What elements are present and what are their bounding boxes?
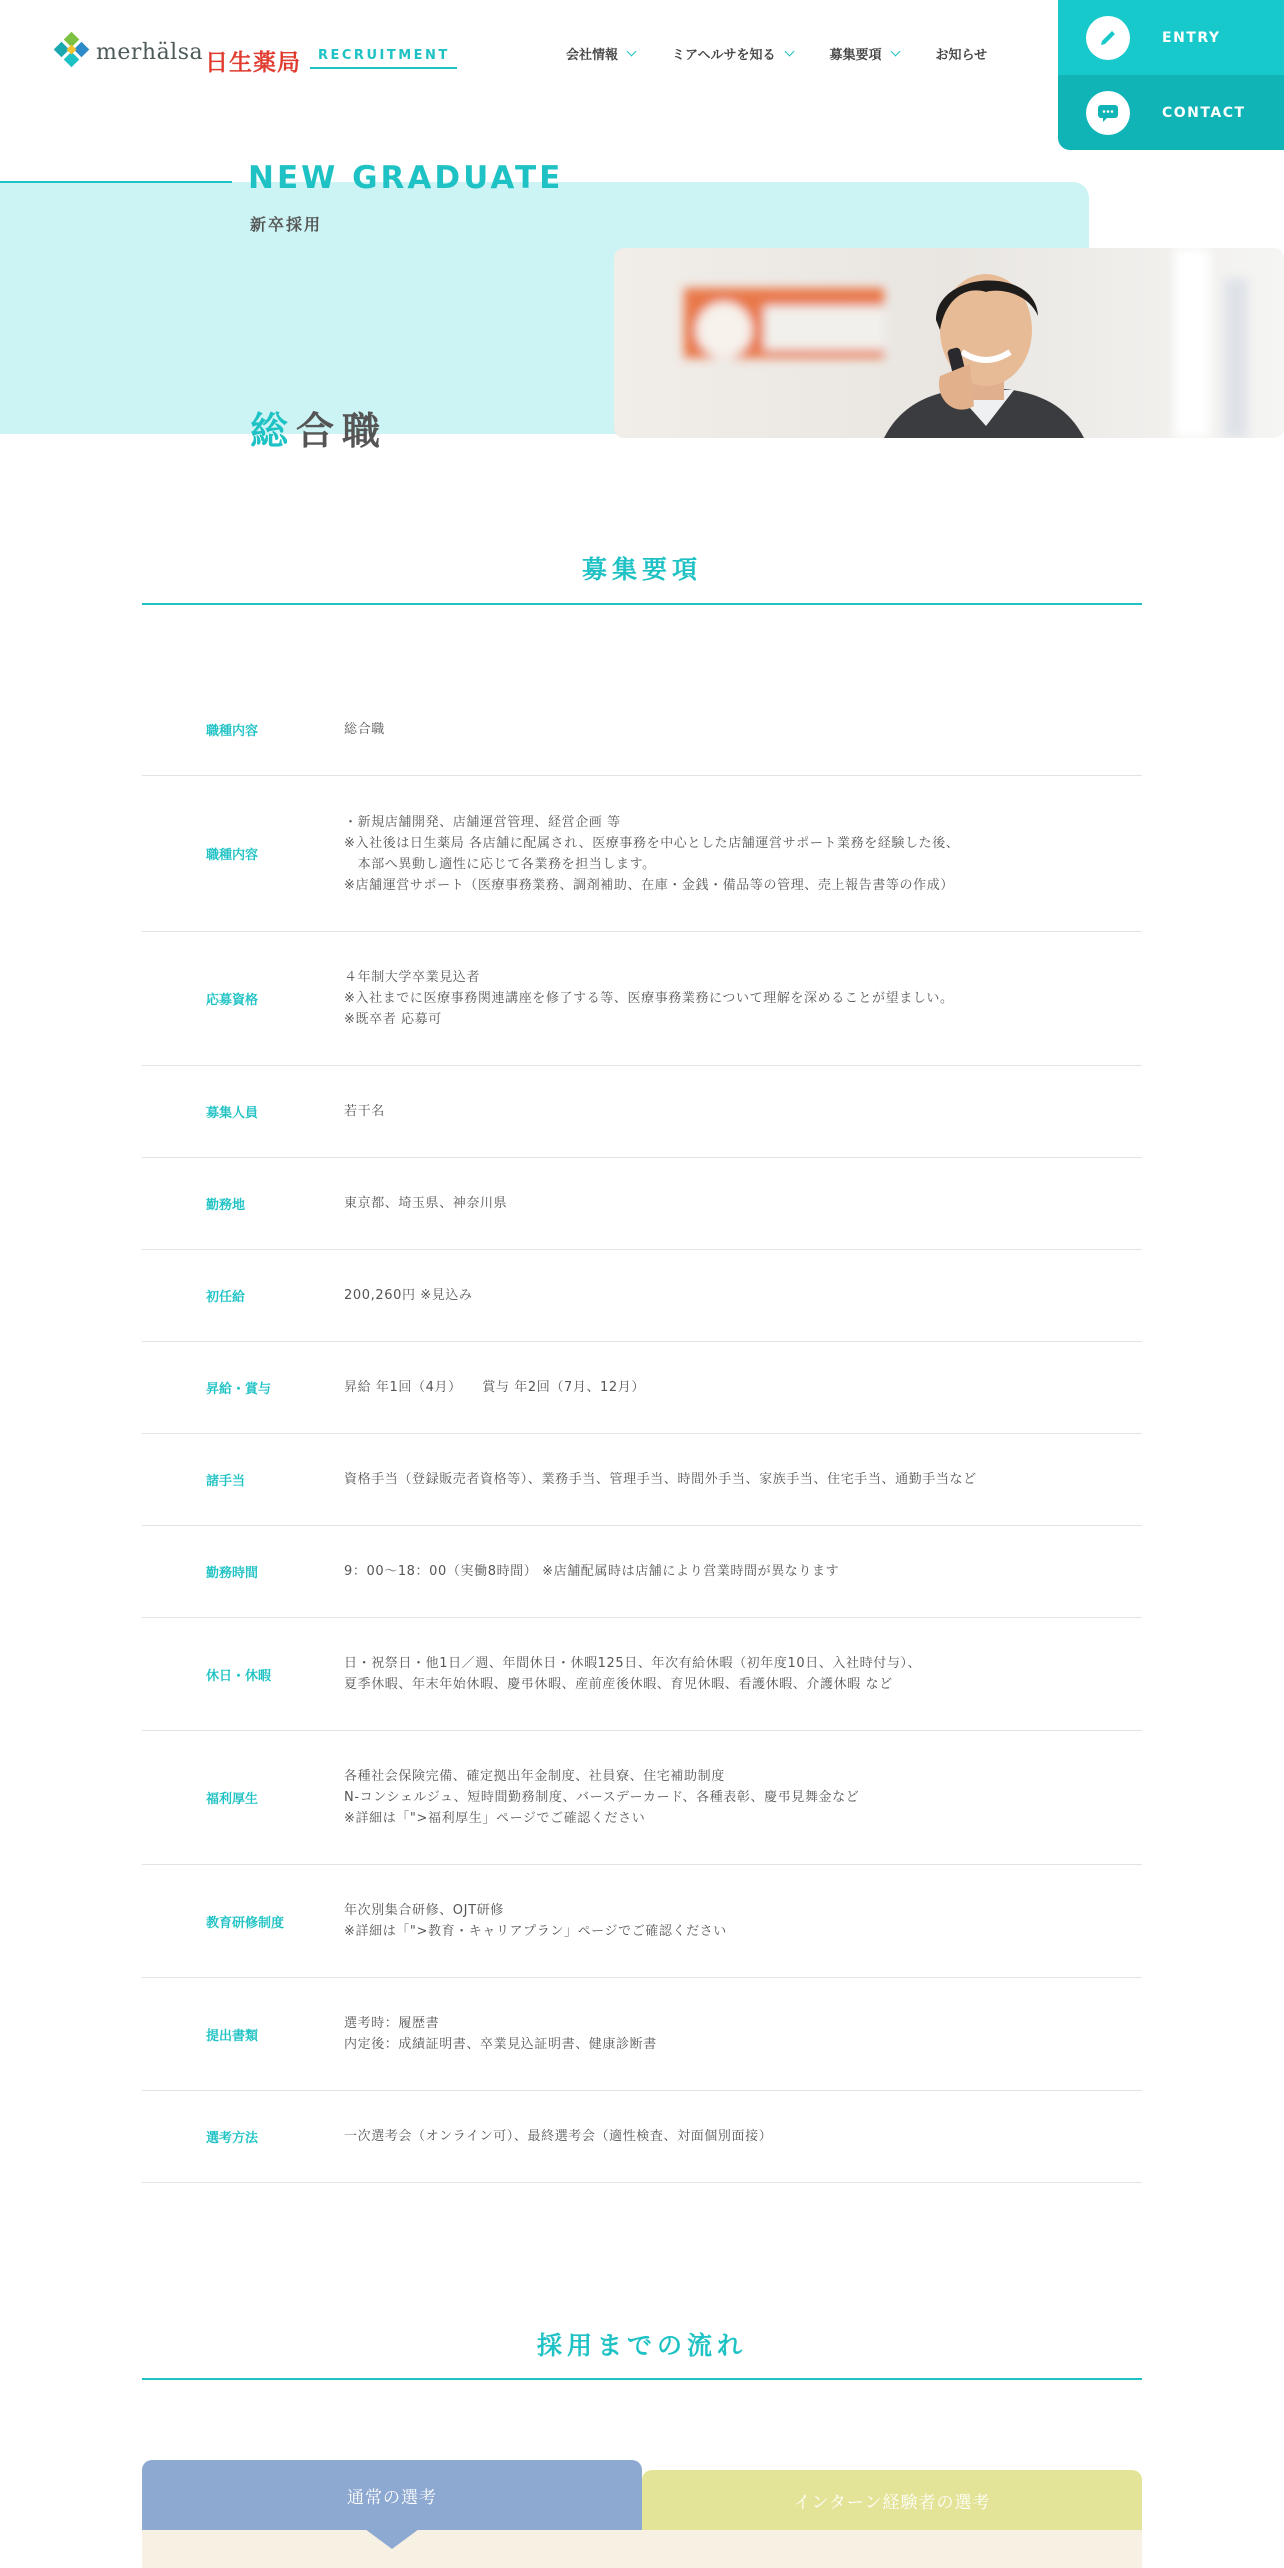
table-row xyxy=(142,1342,1142,1434)
flow-heading: 採用までの流れ xyxy=(536,2331,747,2360)
row-value-line: N-コンシェルジュ、短時間勤務制度、バースデーカード、各種表彰、慶弔見舞金など xyxy=(344,1790,860,1805)
nav-item-company[interactable] xyxy=(566,44,635,63)
tab-regular-selection[interactable]: 通常の選考 xyxy=(142,2460,642,2530)
row-value-line: 資格手当（登録販売者資格等）、業務手当、管理手当、時間外手当、家族手当、住宅手当、通勤手当など xyxy=(344,1472,977,1487)
job-title-accent: 総 xyxy=(250,409,297,453)
chevron-down-icon xyxy=(784,47,794,57)
chat-icon xyxy=(1086,91,1130,135)
nav-item-news[interactable] xyxy=(936,44,988,63)
row-value-line: 200,260円 ※見込み xyxy=(344,1288,473,1303)
flow-rule xyxy=(142,2378,1142,2380)
nav-item-label: お知らせ xyxy=(935,48,988,63)
row-value xyxy=(344,1285,1142,1306)
row-value xyxy=(344,1653,1142,1695)
tab-intern-selection[interactable]: インターン経験者の選考 xyxy=(642,2470,1142,2530)
row-value xyxy=(344,1101,1142,1122)
row-value-line: 若干名 xyxy=(344,1104,385,1119)
row-value-line: 一次選考会（オンライン可）、最終選考会（適性検査、対面個別面接） xyxy=(344,2129,773,2144)
row-value-line: 日・祝祭日・他1日／週、年間休日・休暇125日、年次有給休暇（初年度10日、入社時付与）、 xyxy=(344,1656,922,1671)
contact-label: CONTACT xyxy=(1162,104,1246,121)
row-value-line: 各種社会保険完備、確定拠出年金制度、社員寮、住宅補助制度 xyxy=(344,1769,725,1784)
table-row xyxy=(142,1865,1142,1978)
requirements-rule xyxy=(142,603,1142,605)
row-label: 初任給 xyxy=(206,1290,246,1305)
row-value xyxy=(344,1377,1142,1398)
logo-mark-icon xyxy=(52,32,92,72)
table-row xyxy=(142,932,1142,1066)
row-label: 応募資格 xyxy=(206,993,259,1008)
row-label: 昇給・賞与 xyxy=(206,1382,272,1397)
requirements-table xyxy=(142,684,1142,2183)
row-label: 勤務地 xyxy=(206,1198,246,1213)
row-value-line: 夏季休暇、年末年始休暇、慶弔休暇、産前産後休暇、育児休暇、看護休暇、介護休暇 など xyxy=(344,1677,893,1692)
entry-label: ENTRY xyxy=(1162,29,1221,46)
row-label: 職種内容 xyxy=(206,848,259,863)
job-title xyxy=(250,400,388,455)
row-value xyxy=(344,1469,1142,1490)
row-value-line: ※既卒者 応募可 xyxy=(344,1012,442,1027)
hero-subtitle: 新卒採用 xyxy=(250,215,323,234)
nav-item-label: 会社情報 xyxy=(566,48,619,63)
row-value-line: ※入社までに医療事務関連講座を修了する等、医療事務業務について理解を深めることが望ましい。 xyxy=(344,991,954,1006)
chevron-down-icon xyxy=(627,47,637,57)
row-value xyxy=(344,812,1142,896)
row-value xyxy=(344,1766,1142,1829)
active-tab-pointer xyxy=(365,2529,419,2549)
row-value-line: 年次別集合研修、OJT研修 xyxy=(344,1903,504,1918)
table-row xyxy=(142,1434,1142,1526)
nav-item-label: 募集要項 xyxy=(829,48,882,63)
table-row xyxy=(142,1526,1142,1618)
brand-name[interactable]: 日生薬局 xyxy=(205,50,301,76)
contact-button[interactable] xyxy=(1058,75,1284,150)
entry-button[interactable] xyxy=(1058,0,1284,75)
table-row xyxy=(142,1978,1142,2091)
row-value xyxy=(344,1193,1142,1214)
row-value xyxy=(344,2013,1142,2055)
row-value-line[interactable]: ※詳細は「">教育・キャリアプラン」ページでご確認ください xyxy=(344,1924,727,1939)
chevron-down-icon xyxy=(890,47,900,57)
row-value xyxy=(344,1561,1142,1582)
nav-item-about[interactable] xyxy=(672,44,792,63)
row-value-line: ※入社後は日生薬局 各店舗に配属され、医療事務を中心とした店舗運営サポート業務を経験した後、 xyxy=(344,835,960,851)
row-value xyxy=(344,967,1142,1030)
row-value-line: ※店舗運営サポート（医療事務業務、調剤補助、在庫・金銭・備品等の管理、売上報告書等の作成） xyxy=(344,877,954,893)
row-value-line[interactable]: ※詳細は「">福利厚生」ページでご確認ください xyxy=(344,1811,646,1826)
row-value-line: 本部へ異動し適性に応じて各業務を担当します。 xyxy=(344,856,656,872)
job-title-rest: 合職 xyxy=(296,409,389,453)
requirements-heading: 募集要項 xyxy=(581,555,702,584)
merhalsa-logo[interactable] xyxy=(52,32,203,72)
row-label: 福利厚生 xyxy=(206,1792,259,1807)
table-row xyxy=(142,1618,1142,1731)
table-row xyxy=(142,1158,1142,1250)
row-label: 諸手当 xyxy=(206,1474,246,1489)
row-label: 休日・休暇 xyxy=(206,1668,272,1684)
hero-photo xyxy=(614,248,1284,438)
nav-item-requirements[interactable] xyxy=(830,44,899,63)
row-value xyxy=(344,2126,1142,2147)
logo-text: merhälsa xyxy=(96,39,204,65)
row-value-line: 昇給 年1回（4月） 賞与 年2回（7月、12月） xyxy=(344,1380,645,1395)
row-value-line: 東京都、埼玉県、神奈川県 xyxy=(344,1196,508,1211)
table-row xyxy=(142,776,1142,932)
hero-accent-line xyxy=(0,181,232,183)
main-nav xyxy=(566,44,1024,63)
row-label: 教育研修制度 xyxy=(206,1915,285,1931)
cta-panel xyxy=(1058,0,1284,150)
row-value-line: 内定後：成績証明書、卒業見込証明書、健康診断書 xyxy=(344,2037,657,2052)
row-label: 勤務時間 xyxy=(206,1566,259,1581)
table-row xyxy=(142,1066,1142,1158)
row-label: 職種内容 xyxy=(206,724,259,739)
row-value-line: ・新規店舗開発、店舗運営管理、経営企画 等 xyxy=(344,814,621,830)
table-row xyxy=(142,684,1142,776)
table-row xyxy=(142,2091,1142,2183)
hero-title: NEW GRADUATE xyxy=(248,160,564,196)
table-row xyxy=(142,1731,1142,1865)
row-value xyxy=(344,719,1142,740)
row-value-line: 9：00～18：00（実働8時間） ※店舗配属時は店舗により営業時間が異なります xyxy=(344,1564,840,1579)
row-label: 提出書類 xyxy=(206,2028,259,2044)
row-value-line: 総合職 xyxy=(344,722,385,737)
nav-item-label: ミアヘルサを知る xyxy=(672,48,776,63)
table-row xyxy=(142,1250,1142,1342)
flow-panel xyxy=(142,2530,1142,2568)
recruitment-tag[interactable]: RECRUITMENT xyxy=(310,48,457,69)
row-label: 選考方法 xyxy=(206,2131,259,2146)
row-value-line: 選考時：履歴書 xyxy=(344,2016,440,2031)
row-value xyxy=(344,1900,1142,1942)
row-value-line: ４年制大学卒業見込者 xyxy=(344,970,481,985)
row-label: 募集人員 xyxy=(206,1106,259,1121)
pencil-icon xyxy=(1086,16,1130,60)
